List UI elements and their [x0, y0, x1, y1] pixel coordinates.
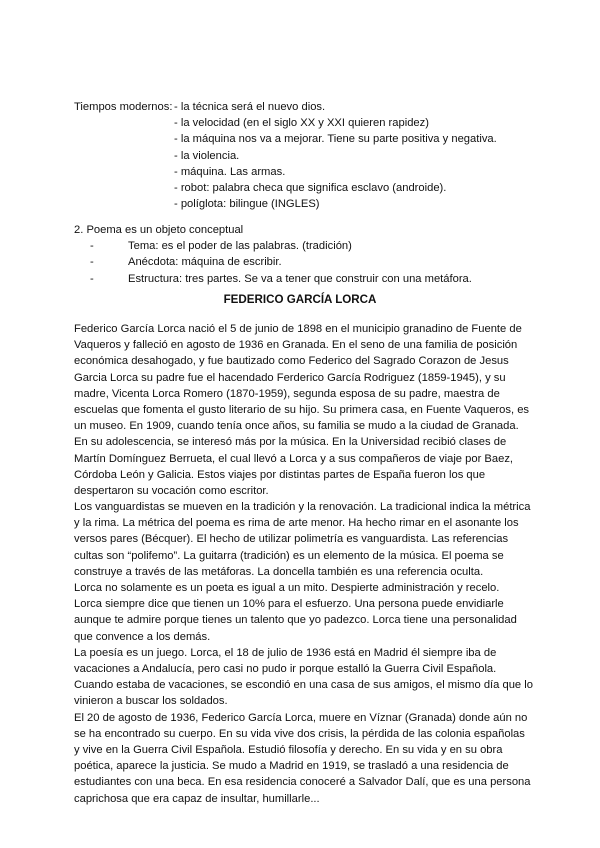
paragraph-line: En su adolescencia, se interesó más por la música. En la Universidad recibió clases de — [74, 436, 507, 449]
poema-bullet-text: Anécdota: máquina de escribir. — [128, 256, 282, 269]
paragraph-line: un museo. En 1909, cuando tenía once años, su familia se mudo a la ciudad de Granada. — [74, 420, 519, 433]
paragraph-line: Martín Domínguez Berrueta, el cual llevó a Lorca y a sus compañeros de viaje por Baez, — [74, 452, 514, 465]
poema-bullet-text: Tema: es el poder de las palabras. (tradición) — [128, 240, 352, 253]
bullet-dash: - — [90, 240, 94, 253]
paragraph-line: La poesía es un juego. Lorca, el 18 de julio de 1936 está en Madrid él siempre iba de — [74, 646, 497, 659]
tiempos-item: - robot: palabra checa que significa esclavo (androide). — [174, 182, 447, 195]
paragraph-line: económica desahogado, y fue bautizado como Federico del Sagrado Corazon de Jesus — [74, 355, 509, 368]
tiempos-row — [74, 115, 544, 131]
paragraph-line: Vaqueros y falleció en agosto de 1936 en Granada. En el seno de una familia de posición — [74, 339, 518, 352]
paragraph-line: se ha encontrado su cuerpo. En su vida vive dos crisis, la pérdida de las colonia españolas — [74, 727, 525, 740]
paragraph-line: y la rima. La métrica del poema es rima de arte menor. Ha hecho rimar en el asonante los — [74, 517, 519, 530]
paragraph-line: poética, aparece la justicia. Se mudo a Madrid en 1919, se trasladó a una residencia de — [74, 760, 509, 773]
tiempos-item: - máquina. Las armas. — [174, 165, 286, 178]
poema-heading: 2. Poema es un objeto conceptual — [74, 224, 244, 236]
paragraph-line: aunque te admire porque tienes un talento que yo padezco. Lorca tiene una personalidad — [74, 614, 517, 627]
bullet-dash: - — [90, 256, 94, 269]
paragraph-line: Cuando estaba de vacaciones, se escondió en una casa de sus amigos, el mismo día que lo — [74, 679, 533, 692]
paragraph-line: vinieron a buscar los soldados. — [74, 695, 228, 708]
paragraph-line: construye a través de las metáforas. La doncella también es una referencia oculta. — [74, 565, 484, 578]
paragraph-line: Lorca no solamente es un poeta es igual a un mito. Despierte administración y recelo. — [74, 582, 500, 595]
paragraph-line: y vive en la Guerra Civil Española. Estudió filosofía y derecho. En su vida y en su obra — [74, 744, 503, 757]
tiempos-row — [74, 99, 544, 115]
tiempos-item: - la velocidad (en el siglo XX y XXI quieren rapidez) — [174, 117, 429, 130]
paragraph-line: estudiantes con una beca. En esa residencia conoceré a Salvador Dalí, que es una persona — [74, 776, 531, 789]
paragraph-line: despertaron su vocación como escritor. — [74, 485, 269, 498]
paragraph-line: versos pares (Bécquer). El hecho de utilizar polimetría es vanguardista. Las referencias — [74, 533, 509, 546]
paragraph-line: Federico García Lorca nació el 5 de junio de 1898 en el municipio granadino de Fuente de — [74, 323, 522, 335]
paragraph-line: escuelas que fomenta el gusto literario de su hijo. Su primera casa, en Fuente Vaqueros, es — [74, 404, 530, 417]
poema-bullet — [74, 271, 544, 287]
tiempos-item: - la máquina nos va a mejorar. Tiene su parte positiva y negativa. — [174, 133, 497, 146]
tiempos-label: Tiempos modernos: — [74, 101, 173, 113]
paragraph-line: caprichosa que era capaz de insultar, humillarle... — [74, 792, 320, 805]
analysis-paragraph — [74, 499, 533, 807]
paragraph-line: cultas son “polifemo”. La guitarra (tradición) es un elemento de la música. El poema se — [74, 549, 504, 562]
paragraph-line: Garcia Lorca su padre fue el hacendado Ferderico García Rodriguez (1859-1945), y su — [74, 371, 506, 384]
paragraph-line: Córdoba León y Galicia. Estos viajes por distintas partes de España fueron los que — [74, 468, 486, 481]
biography-paragraph — [74, 321, 528, 499]
paragraph-line: Lorca siempre dice que tienen un 10% para el esfuerzo. Una persona puede envidiarle — [74, 598, 504, 611]
tiempos-row — [74, 196, 544, 212]
poema-bullet-text: Estructura: tres partes. Se va a tener que construir con una metáfora. — [128, 272, 472, 285]
page-title: FEDERICO GARCÍA LORCA — [223, 293, 377, 306]
paragraph-line: que convence a los demás. — [74, 630, 211, 643]
tiempos-row — [74, 164, 544, 180]
paragraph-line: vacaciones a Andalucía, pero casi no pudo ir porque estalló la Guerra Civil Española. — [74, 663, 497, 676]
paragraph-line: El 20 de agosto de 1936, Federico García Lorca, muere en Víznar (Granada) donde aún no — [74, 711, 528, 724]
poema-bullet — [74, 254, 544, 270]
paragraph-line: Los vanguardistas se mueven en la tradición y la renovación. La tradicional indica la métrica — [74, 501, 531, 513]
tiempos-row — [74, 148, 544, 164]
poema-bullet — [74, 238, 544, 254]
tiempos-row — [74, 131, 544, 147]
tiempos-item: - la violencia. — [174, 149, 240, 162]
poema-section — [74, 222, 544, 287]
tiempos-row — [74, 180, 544, 196]
tiempos-item: - la técnica será el nuevo dios. — [174, 101, 326, 113]
bullet-dash: - — [90, 272, 94, 285]
tiempos-modernos-list — [74, 99, 544, 212]
tiempos-item: - políglota: bilingue (INGLES) — [174, 198, 320, 211]
paragraph-line: madre, Vicenta Lorca Romero (1870-1959), segunda esposa de su padre, maestra de — [74, 387, 500, 400]
